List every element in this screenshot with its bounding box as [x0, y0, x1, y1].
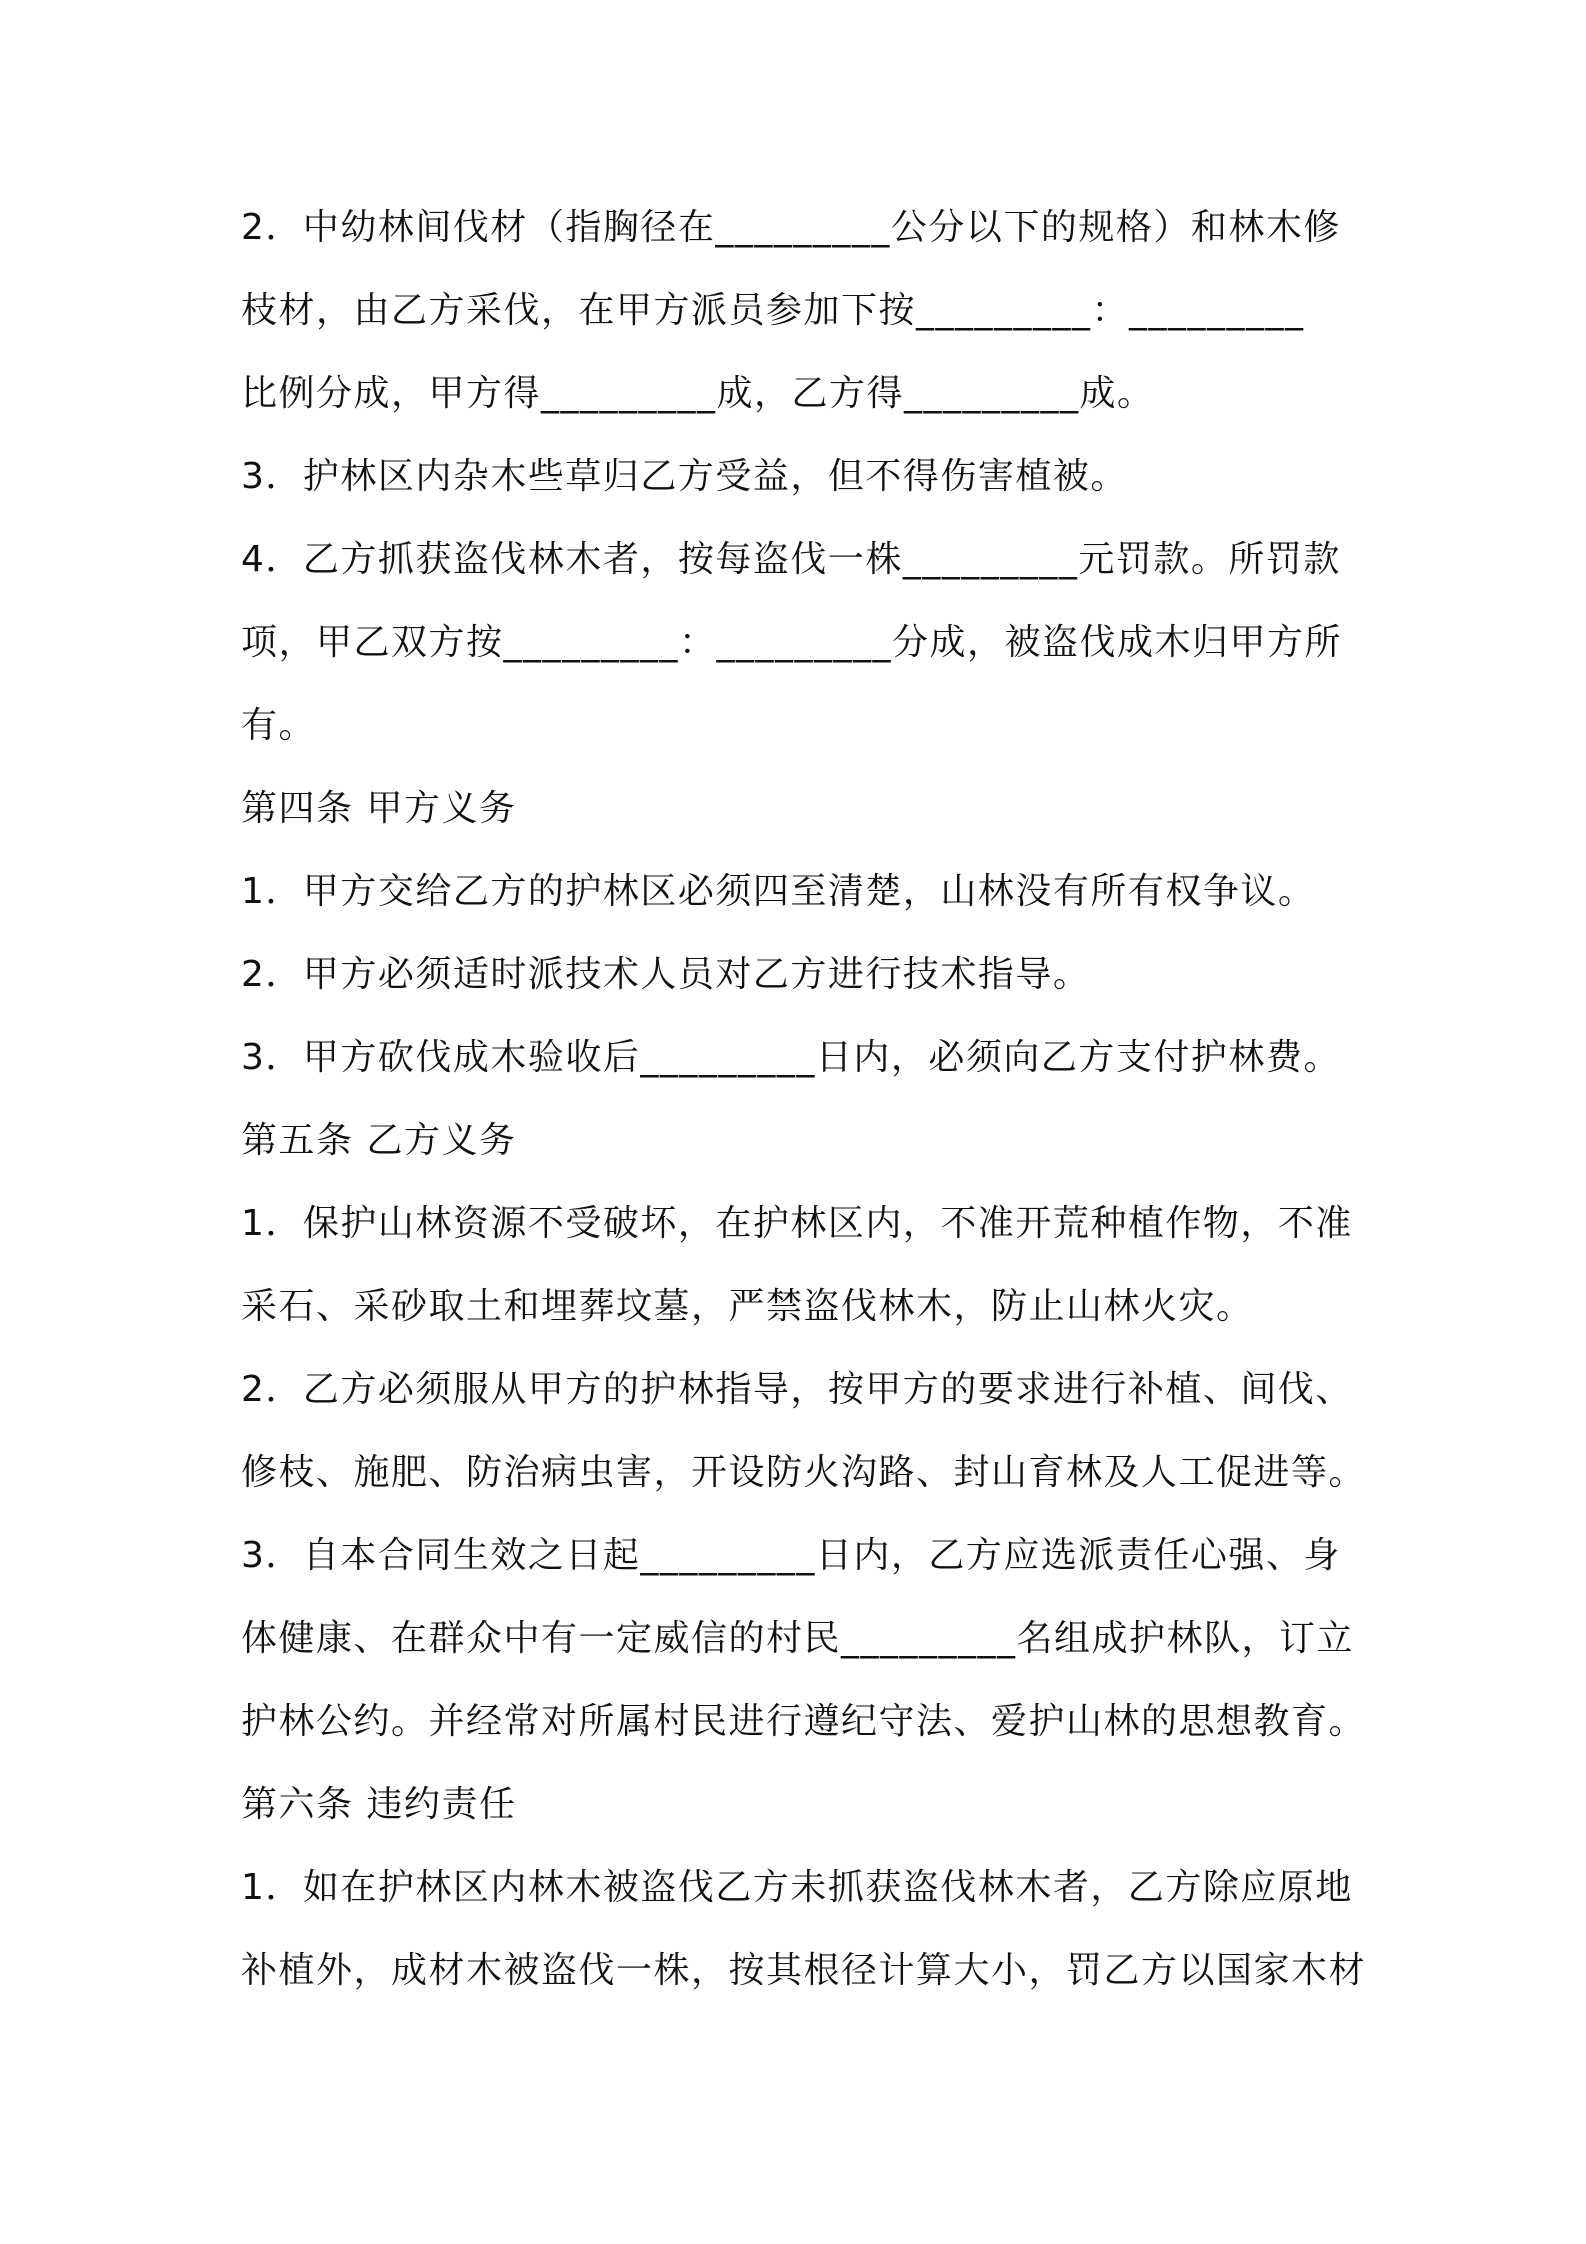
text-line [241, 1360, 1353, 1420]
line-text: 体健康、在群众中有一定威信的村民_________名组成护林队，订立 [241, 1618, 1355, 1659]
line-text: 补植外，成材木被盗伐一株，按其根径计算大小，罚乙方以国家木材 [241, 1950, 1367, 1991]
text-line [241, 1194, 1353, 1254]
text-line [241, 198, 1341, 258]
text-line [241, 1526, 1341, 1586]
heading-text: 第六条 违约责任 [241, 1784, 517, 1825]
line-text: 护林公约。并经常对所属村民进行遵纪守法、爱护山林的思想教育。 [241, 1701, 1367, 1742]
text-line [241, 1941, 1366, 2001]
text-line [241, 281, 1305, 341]
section-heading [241, 779, 516, 839]
section-heading [241, 1111, 516, 1171]
line-text: 3．护林区内杂木些草归乙方受益，但不得伤害植被。 [241, 456, 1128, 497]
line-text: 1．保护山林资源不受破坏，在护林区内，不准开荒种植作物，不准 [241, 1203, 1353, 1244]
line-text: 有。 [241, 705, 317, 746]
text-line [241, 1692, 1366, 1752]
text-line [241, 1443, 1366, 1503]
text-line [241, 1028, 1341, 1088]
text-line [241, 1858, 1353, 1918]
line-text: 修枝、施肥、防治病虫害，开设防火沟路、封山育林及人工促进等。 [241, 1452, 1367, 1493]
text-line [241, 862, 1315, 922]
text-line [241, 613, 1342, 673]
text-line [241, 1277, 1254, 1337]
line-text: 采石、采砂取土和埋葬坟墓，严禁盗伐林木，防止山林火灾。 [241, 1286, 1254, 1327]
line-text: 1．如在护林区内林木被盗伐乙方未抓获盗伐林木者，乙方除应原地 [241, 1867, 1353, 1908]
line-text: 项，甲乙双方按_________：_________分成，被盗伐成木归甲方所 [241, 622, 1343, 663]
line-text: 2．乙方必须服从甲方的护林指导，按甲方的要求进行补植、间伐、 [241, 1369, 1353, 1410]
text-line [241, 364, 1155, 424]
text-line [241, 945, 1090, 1005]
text-line [241, 696, 316, 756]
line-text: 3．自本合同生效之日起_________日内，乙方应选派责任心强、身 [241, 1535, 1341, 1576]
line-text: 枝材，由乙方采伐，在甲方派员参加下按_________：_________ [241, 290, 1305, 331]
line-text: 2．甲方必须适时派技术人员对乙方进行技术指导。 [241, 954, 1091, 995]
section-heading [241, 1775, 516, 1835]
text-line [241, 447, 1128, 507]
line-text: 4．乙方抓获盗伐林木者，按每盗伐一株_________元罚款。所罚款 [241, 539, 1341, 580]
heading-text: 第四条 甲方义务 [241, 788, 517, 829]
heading-text: 第五条 乙方义务 [241, 1120, 517, 1161]
line-text: 2．中幼林间伐材（指胸径在_________公分以下的规格）和林木修 [241, 207, 1341, 248]
text-line [241, 530, 1341, 590]
text-line [241, 1609, 1354, 1669]
line-text: 3．甲方砍伐成木验收后_________日内，必须向乙方支付护林费。 [241, 1037, 1341, 1078]
line-text: 比例分成，甲方得_________成，乙方得_________成。 [241, 373, 1155, 414]
line-text: 1．甲方交给乙方的护林区必须四至清楚，山林没有所有权争议。 [241, 871, 1316, 912]
